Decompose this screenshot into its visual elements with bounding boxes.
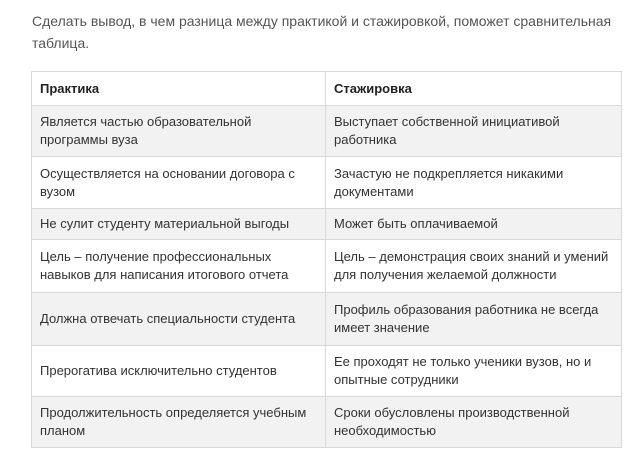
column-header-practice: Практика [32,72,326,106]
table-row [32,397,622,448]
table-cell-practice: Прерогатива исключительно студентов [32,346,326,397]
table-cell-internship: Выступает собственной инициативой работника [326,106,622,157]
table-cell-internship: Цель – демонстрация своих знаний и умений для получения желаемой должности [326,240,622,293]
table-row [32,209,622,240]
table-cell-internship: Ее проходят не только ученики вузов, но и опытные сотрудники [326,346,622,397]
table-row [32,240,622,293]
table-row [32,346,622,397]
table-row [32,293,622,346]
column-header-internship: Стажировка [326,72,622,106]
table-row [32,157,622,209]
table-cell-practice: Продолжительность определяется учебным планом [32,397,326,448]
table-cell-internship: Сроки обусловлены производственной необходимостью [326,397,622,448]
table-cell-internship: Профиль образования работника не всегда имеет значение [326,293,622,346]
table-cell-internship: Зачастую не подкрепляется никакими документами [326,157,622,209]
table-cell-internship: Может быть оплачиваемой [326,209,622,240]
comparison-table [31,71,622,448]
table-row [32,106,622,157]
table-cell-practice: Должна отвечать специальности студента [32,293,326,346]
table-cell-practice: Не сулит студенту материальной выгоды [32,209,326,240]
table-header-row [32,72,622,106]
table-cell-practice: Осуществляется на основании договора с вузом [32,157,326,209]
table-cell-practice: Цель – получение профессиональных навыков для написания итогового отчета [32,240,326,293]
intro-paragraph: Сделать вывод, в чем разница между практикой и стажировкой, поможет сравнительная таблица. [32,13,612,51]
table-cell-practice: Является частью образовательной программы вуза [32,106,326,157]
